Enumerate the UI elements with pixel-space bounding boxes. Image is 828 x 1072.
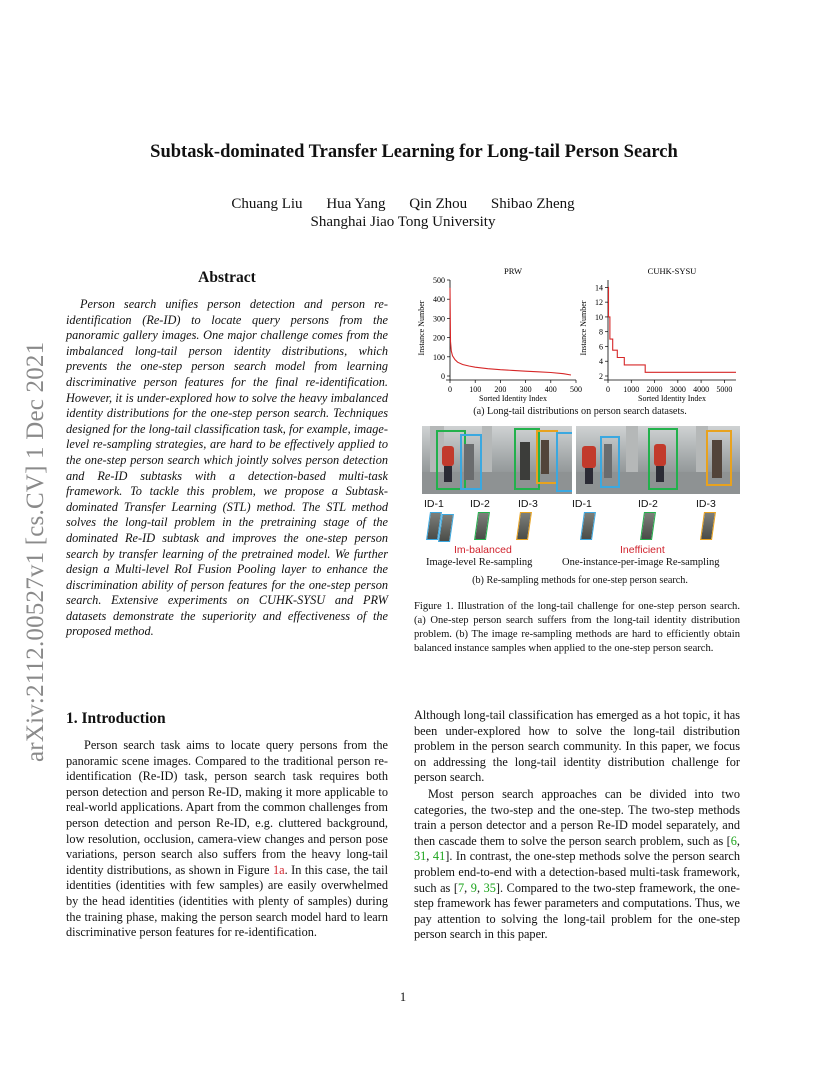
x-tick-label: 300 (519, 385, 532, 394)
x-tick-label: 1000 (623, 385, 640, 394)
id-label: ID-2 (638, 498, 658, 510)
citation-link[interactable]: 41 (432, 849, 446, 864)
id-label: ID-1 (424, 498, 444, 510)
scene-image-left (422, 426, 572, 494)
person-crop (580, 512, 596, 540)
x-axis-label: Sorted Identity Index (479, 394, 547, 403)
id-label: ID-3 (696, 498, 716, 510)
y-tick-label: 100 (433, 352, 445, 362)
x-tick-label: 0 (606, 385, 610, 394)
y-tick-label: 4 (599, 357, 603, 367)
series-line (608, 287, 736, 372)
x-axis-label: Sorted Identity Index (638, 394, 706, 403)
figure-ref-link[interactable]: 1a (272, 862, 285, 877)
x-tick-label: 4000 (693, 385, 710, 394)
person-crop (700, 512, 716, 540)
citation-link[interactable]: 31 (414, 849, 427, 864)
citation-link[interactable]: 7 (458, 880, 465, 895)
body-paragraph: Although long-tail classification has emerged as a hot topic, it has been under-explored how to solve the long-tail distribution problem in the person search community. In this paper, we focus on addressing the long-tail identity distribution challenge for person search. (414, 708, 740, 785)
x-tick-label: 100 (469, 385, 482, 394)
intro-text-a: Person search task aims to locate query persons from the panoramic scene images. Compared to the traditional person re-identification (Re-ID) task, person search task requires both person detection and person Re-ID, making it more applicable to real-world applications. Apart from the common challenges from person detection and person Re-ID, e.g. cluttered background, low resolution, occlusion, camera-view changes and person pose variations, person search also suffers from the heavy long-tail identity distributions, as shown in Figure (66, 738, 388, 877)
x-tick-label: 5000 (716, 385, 733, 394)
arxiv-stamp: arXiv:2112.00527v1 [cs.CV] 1 Dec 2021 (22, 341, 49, 762)
scene-image-right (576, 426, 740, 494)
person-crop (474, 512, 490, 540)
citation-link[interactable]: 6 (730, 833, 737, 848)
abstract-heading: Abstract (198, 269, 256, 286)
method-label: One-instance-per-image Re-sampling (562, 557, 720, 568)
person-crop (438, 514, 454, 542)
body-paragraph: Most person search approaches can be divided into two categories, the two-step and the one-step. The two-step methods train a person detector and a person Re-ID model separately, and then cascade them to solve the person search problem, such as [6, 31, 41]. In contrast, the one-step methods solve the person search problem end-to-end with a detection-based multi-task framework, such as [7, 9, 35]. Compared to the two-step framework, the one-step framework has fewer parameters and computations. Thus, we pay attention to solving the long-tail problem for the one-step person search in this paper. (414, 787, 740, 942)
author-list (0, 196, 806, 213)
y-tick-label: 6 (599, 342, 603, 352)
citation-link[interactable]: 9 (470, 880, 477, 895)
long-tail-charts (414, 262, 746, 412)
id-label: ID-1 (572, 498, 592, 510)
subcaption-a: (a) Long-tail distributions on person search datasets. (473, 406, 687, 417)
y-tick-label: 200 (433, 333, 445, 343)
y-tick-label: 14 (595, 283, 603, 293)
method-label: Image-level Re-sampling (426, 557, 533, 568)
author-name: Hua Yang (326, 196, 386, 212)
section-heading-introduction: 1. Introduction (66, 710, 166, 727)
figure-1 (414, 262, 746, 592)
intro-text-b: . In this case, the tail identities (identities with few samples) are easily overwhelmed by the head identities (identities with plenty of samples) during the training phase, making the person search model hard to learn discriminative person features for re-identification. (66, 862, 388, 940)
series-line (450, 288, 571, 375)
figure-caption: Figure 1. Illustration of the long-tail challenge for one-step person search. (a) One-step person search suffers from the long-tail identity distribution problem. (b) The image re-sampling methods are hard to efficiently obtain balanced instance samples when applied to the one-step person search. (414, 601, 740, 654)
y-tick-label: 400 (433, 295, 445, 305)
y-axis-label: Instance Number (579, 300, 588, 356)
imbalanced-note: Im-balanced (454, 544, 512, 556)
intro-paragraph (66, 738, 388, 941)
chart-title: CUHK-SYSU (647, 266, 697, 276)
body-text: ]. In contrast, the one-step methods solve the person search problem end-to-end with a detection-based multi-task framework, such as [ (414, 849, 740, 895)
x-tick-label: 400 (544, 385, 557, 394)
y-tick-label: 10 (595, 312, 603, 322)
person-crop (640, 512, 656, 540)
x-tick-label: 2000 (646, 385, 663, 394)
page-number: 1 (399, 990, 407, 1004)
author-name: Chuang Liu (231, 196, 303, 212)
person-crop (516, 512, 532, 540)
x-tick-label: 3000 (669, 385, 686, 394)
bbox-id-2 (556, 432, 572, 492)
chart-title: PRW (504, 266, 522, 276)
x-tick-label: 0 (448, 385, 452, 394)
subcaption-b: (b) Re-sampling methods for one-step person search. (472, 575, 688, 586)
paper-title: Subtask-dominated Transfer Learning for Long-tail Person Search (150, 142, 678, 162)
y-tick-label: 12 (595, 298, 603, 308)
abstract-text: Person search unifies person detection and person re-identification (Re-ID) to locate query persons from the panoramic gallery images. One major challenge comes from the imbalanced long-tail person identity distributions, which prevents the one-step person search model from learning discriminative person features for the final re-identification. However, it is under-explored how to solve the heavy imbalanced identity distributions for the one-step person search. Techniques designed for the long-tail classification task, for example, image-level re-sampling strategies, are hard to be effectively applied to the one-step person search which jointly solves person detection and Re-ID subtasks with a detection-based multi-task framework. To tackle this problem, we propose a Subtask-dominated Transfer Learning (STL) method. The STL method solves the long-tail problem in the pretraining stage of the dominated Re-ID subtask and improves the one-step person search by transfer learning of the pretrained model. We further design a Multi-level RoI Fusion Pooling layer to enhance the discrimination ability of person features for the one-step person search. Extensive experiments on CUHK-SYSU and PRW datasets demonstrate the superiority and effectiveness of the proposed method. (66, 297, 388, 639)
author-name: Shibao Zheng (490, 196, 575, 212)
inefficient-note: Inefficient (620, 544, 665, 556)
author-name: Qin Zhou (409, 196, 468, 212)
x-tick-label: 200 (494, 385, 507, 394)
x-tick-label: 500 (570, 385, 582, 394)
y-tick-label: 500 (433, 276, 445, 285)
body-text: Most person search approaches can be divided into two categories, the two-step and the one-step. The two-step methods train a person detector and a person Re-ID model separately, and then cascade them to solve the person search problem, such as [ (414, 787, 740, 848)
body-text: ]. Compared to the two-step framework, the one-step framework has fewer parameters and computations. Thus, we pay attention to solving the long-tail problem for the one-step person search in this paper. (414, 880, 740, 942)
affiliation: Shanghai Jiao Tong University (310, 214, 496, 230)
y-tick-label: 0 (441, 372, 445, 381)
y-tick-label: 300 (433, 314, 445, 324)
id-label: ID-2 (470, 498, 490, 510)
y-tick-label: 8 (599, 327, 603, 337)
y-tick-label: 2 (599, 372, 603, 381)
y-axis-label: Instance Number (417, 300, 426, 356)
citation-link[interactable]: 35 (483, 880, 496, 895)
id-label: ID-3 (518, 498, 538, 510)
